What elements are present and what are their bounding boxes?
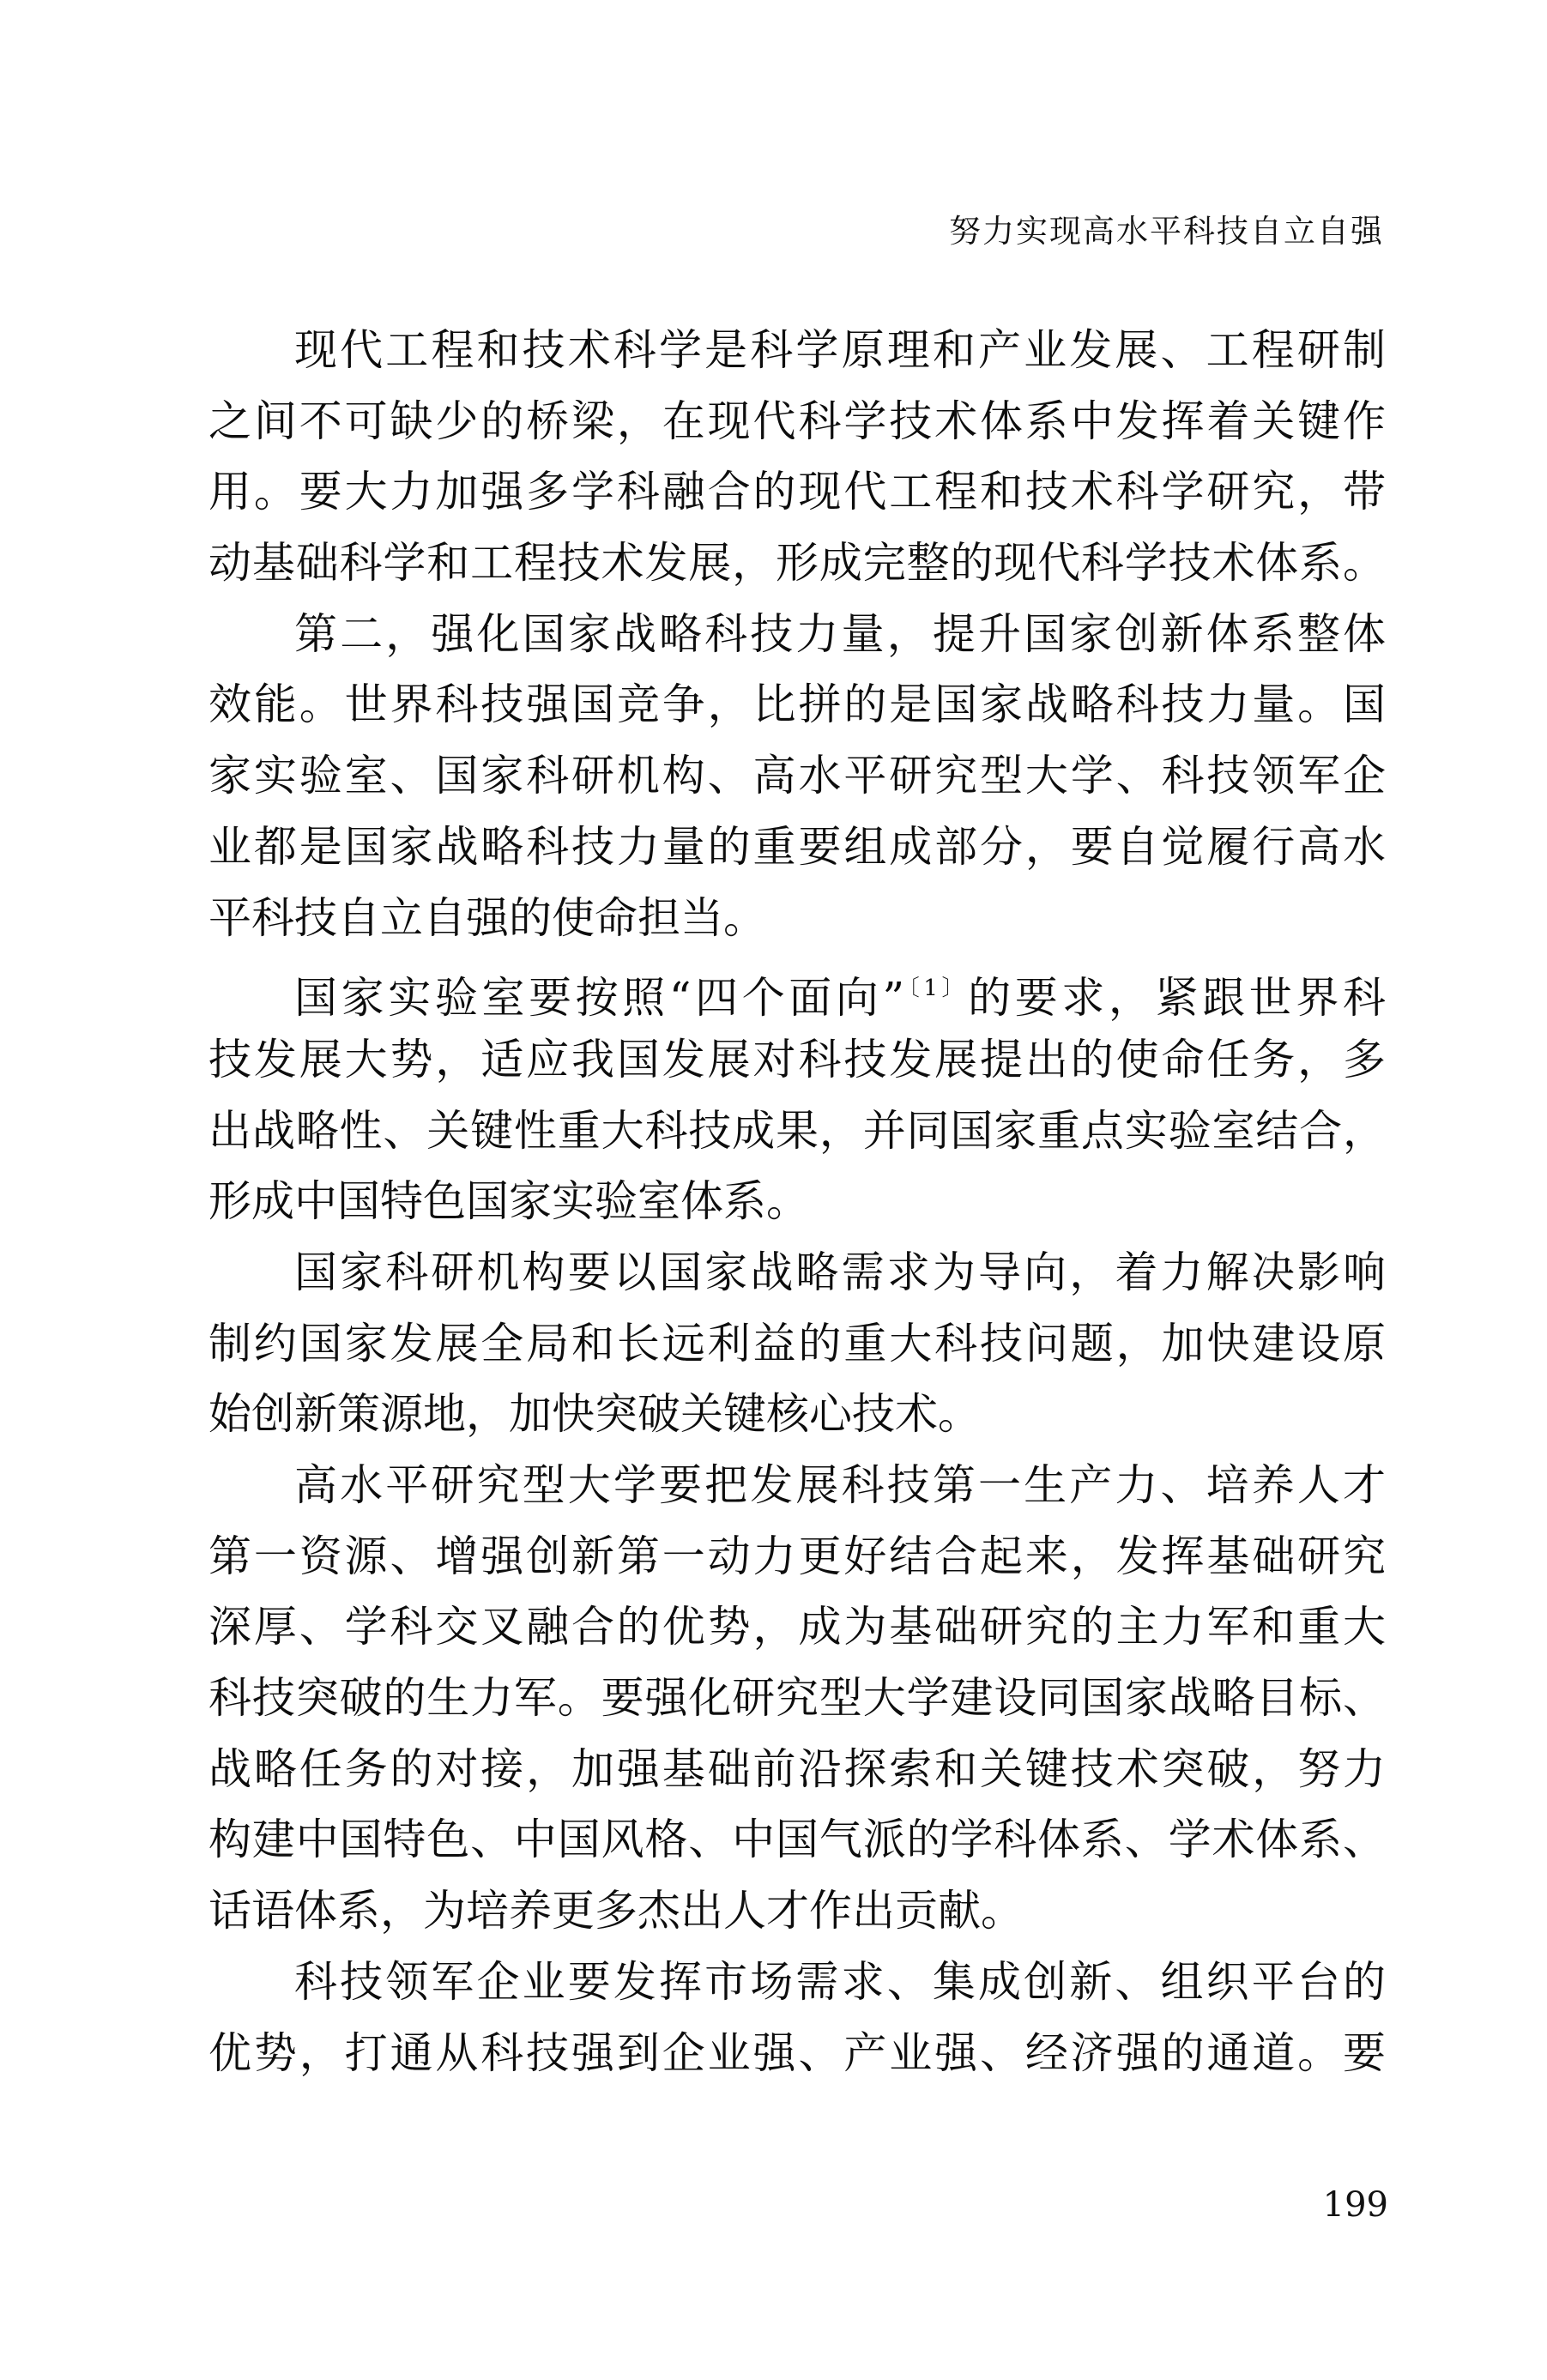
text-line — [208, 1166, 1386, 1237]
text-line — [208, 1734, 1386, 1805]
text-run: 优势，打通从科技强到企业强、产业强、经济强的通道。要 — [208, 2027, 1386, 2078]
footnote-marker: 〔1〕 — [904, 976, 969, 1002]
text-run: 家实验室、国家科研机构、高水平研究型大学、科技领军企 — [208, 751, 1386, 801]
text-run: 第一资源、增强创新第一动力更好结合起来，发挥基础研究 — [208, 1531, 1386, 1581]
text-run: 话语体系，为培养更多杰出人才作出贡献。 — [208, 1886, 1024, 1936]
text-line — [208, 1237, 1386, 1308]
text-run: 效能。世界科技强国竞争，比拼的是国家战略科技力量。国 — [208, 680, 1386, 730]
text-line — [208, 669, 1386, 740]
text-line — [208, 953, 1386, 1024]
text-run: 制约国家发展全局和长远利益的重大科技问题，加快建设原 — [208, 1318, 1386, 1368]
text-line — [208, 1947, 1386, 2018]
text-run: 业都是国家战略科技力量的重要组成部分，要自觉履行高水 — [208, 821, 1386, 872]
text-line — [208, 1592, 1386, 1663]
running-head-title: 努力实现高水平科技自立自强 — [949, 213, 1384, 250]
text-line — [208, 1096, 1386, 1167]
text-run: 的要求，紧跟世界科 — [968, 973, 1386, 1024]
text-line — [208, 599, 1386, 670]
text-run: 第二，强化国家战略科技力量，提升国家创新体系整体 — [294, 608, 1386, 659]
text-line — [208, 528, 1386, 599]
page-number: 199 — [1322, 2185, 1388, 2225]
text-line — [208, 883, 1386, 954]
text-line — [208, 1663, 1386, 1734]
text-line — [208, 1804, 1386, 1876]
text-run: 技发展大势，适应我国发展对科技发展提出的使命任务，多 — [208, 1034, 1386, 1084]
text-run: 平科技自立自强的使命担当。 — [208, 892, 766, 943]
text-line — [208, 2018, 1386, 2089]
text-line — [208, 812, 1386, 883]
body-text — [208, 315, 1386, 2088]
text-line — [208, 386, 1386, 457]
text-line — [208, 740, 1386, 812]
text-run: 科技领军企业要发挥市场需求、集成创新、组织平台的 — [294, 1956, 1386, 2007]
text-run: 之间不可缺少的桥梁，在现代科学技术体系中发挥着关键作 — [208, 396, 1386, 446]
text-run: 科技突破的生力军。要强化研究型大学建设同国家战略目标、 — [208, 1673, 1386, 1724]
text-run: 深厚、学科交叉融合的优势，成为基础研究的主力军和重大 — [208, 1602, 1386, 1652]
text-line — [208, 1024, 1386, 1096]
text-run: 始创新策源地，加快突破关键核心技术。 — [208, 1389, 981, 1440]
text-line — [208, 456, 1386, 528]
text-run: 出战略性、关键性重大科技成果，并同国家重点实验室结合， — [208, 1105, 1386, 1156]
text-run: 高水平研究型大学要把发展科技第一生产力、培养人才 — [294, 1460, 1386, 1510]
text-line — [208, 1876, 1386, 1947]
text-run: 形成中国特色国家实验室体系。 — [208, 1176, 809, 1227]
text-line — [208, 315, 1386, 386]
text-run: 构建中国特色、中国风格、中国气派的学科体系、学术体系、 — [208, 1815, 1386, 1865]
text-run: 动基础科学和工程技术发展，形成完整的现代科学技术体系。 — [208, 538, 1386, 589]
text-line — [208, 1379, 1386, 1450]
text-run: 国家科研机构要以国家战略需求为导向，着力解决影响 — [294, 1247, 1386, 1297]
text-line — [208, 1450, 1386, 1521]
text-run: 用。要大力加强多学科融合的现代工程和技术科学研究，带 — [208, 467, 1386, 517]
text-line — [208, 1308, 1386, 1380]
text-run: 战略任务的对接，加强基础前沿探索和关键技术突破，努力 — [208, 1743, 1386, 1794]
text-line — [208, 1521, 1386, 1592]
text-run: 国家实验室要按照“四个面向” — [294, 973, 905, 1024]
text-run: 现代工程和技术科学是科学原理和产业发展、工程研制 — [294, 325, 1386, 375]
